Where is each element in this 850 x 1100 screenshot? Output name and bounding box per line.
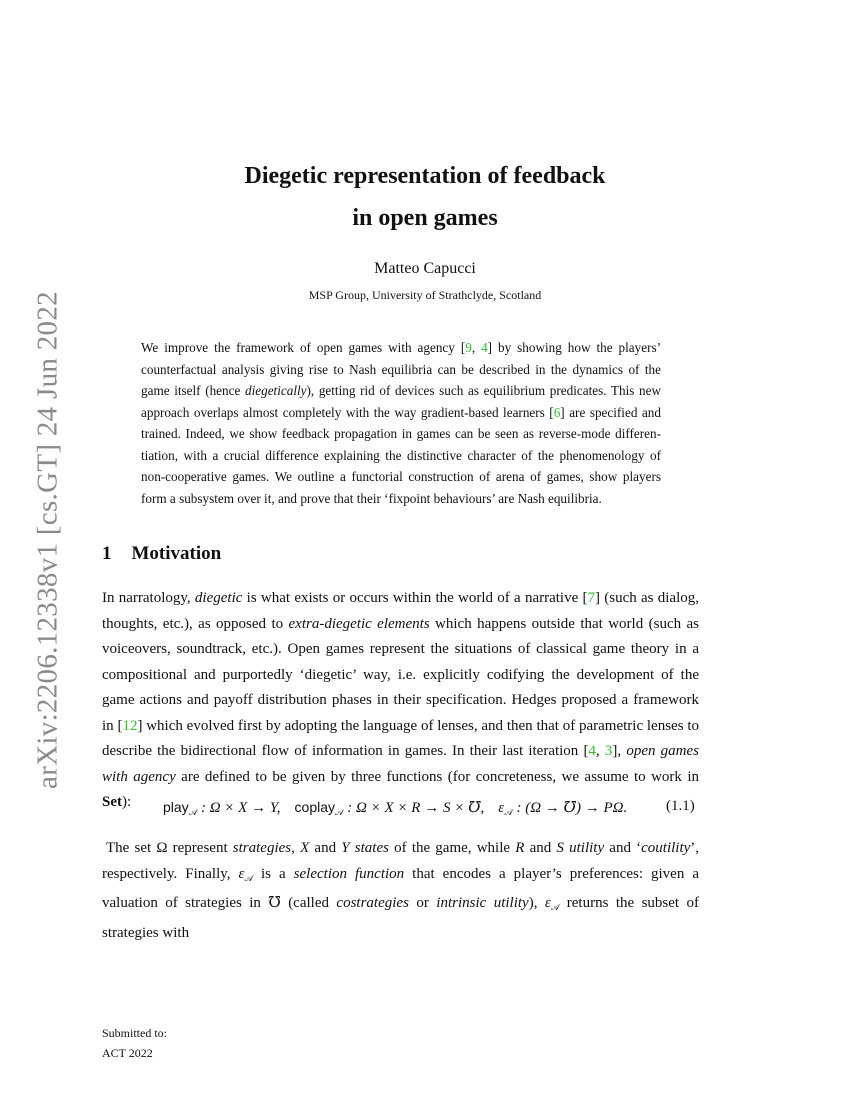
- eq-coplay-body: : Ω × X × R → S × ℧,: [343, 800, 485, 816]
- abstract: [141, 337, 661, 509]
- paragraph-text: ] which evolved first by adopting the language of lenses, and then that of parametric lenses to describe the bidirectional flow of information in games. In their last iteration [: [102, 717, 699, 759]
- paragraph-bold: Set: [102, 794, 122, 810]
- citation-link[interactable]: 4: [481, 340, 488, 355]
- abstract-text: ), getting rid of devices such as equilibrium predicates. This new approach overlaps almost completely with the way gradient-based learners [: [141, 383, 661, 420]
- paragraph-text: ,: [595, 743, 605, 759]
- citation-link[interactable]: 7: [587, 590, 596, 606]
- paragraph-emphasis: ε: [238, 865, 245, 882]
- paragraph-text: which happens outside that world (such as voiceovers, soundtrack, etc.). Open games represent the situations of classical game theory in a compositional and purportedly ‘diegetic’ way, i.e. explicitly codifying the development of the game actions and payoff distribution phases in their specification. Hedges proposed a framework in [: [102, 615, 699, 734]
- paragraph-emphasis: ε: [544, 895, 551, 911]
- paragraph-text: and ‘: [604, 840, 642, 856]
- paragraph-text: The set Ω represent: [106, 840, 233, 856]
- footer-line-1: Submitted to:: [102, 1026, 168, 1040]
- citation-link[interactable]: 3: [604, 743, 613, 759]
- abstract-emphasis: diegetically: [244, 383, 307, 398]
- paragraph-emphasis: coutility: [641, 840, 691, 856]
- author-name: Matteo Capucci: [374, 260, 476, 277]
- citation-link[interactable]: 6: [553, 404, 561, 420]
- abstract-text: We improve the framework of open games with agency [: [141, 340, 466, 355]
- citation-link[interactable]: 9: [465, 340, 472, 355]
- paragraph-text: is a: [252, 865, 294, 882]
- paragraph-text: In narratology,: [102, 590, 195, 606]
- paragraph-text: ),: [528, 895, 545, 911]
- section-number: 1: [102, 543, 112, 564]
- paragraph-emphasis: open games with agency: [102, 743, 699, 785]
- paragraph-text: and: [309, 840, 342, 856]
- paragraph-subscript: 𝒜: [550, 902, 560, 912]
- paragraph-emphasis: costrategies: [336, 895, 409, 911]
- paper-title: [0, 155, 850, 239]
- eq-play-label: play: [163, 799, 189, 815]
- paragraph-emphasis: utility: [569, 840, 605, 856]
- paragraph-text: are defined to be given by three functions (for concreteness, we assume to work in: [175, 768, 699, 785]
- paragraph-subscript: 𝒜: [244, 872, 253, 883]
- arxiv-stamp: [28, 291, 68, 789]
- eq-subscript: 𝒜: [504, 807, 513, 817]
- eq-coplay-label: coplay: [294, 799, 336, 815]
- section-title: Motivation: [131, 543, 222, 564]
- paragraph-text: ,: [291, 840, 301, 856]
- eq-epsilon: ε: [498, 800, 505, 816]
- paragraph-emphasis: R: [515, 840, 525, 856]
- submission-footer: [102, 1023, 167, 1063]
- citation-link[interactable]: 12: [122, 717, 138, 734]
- paragraph-emphasis: extra-diegetic elements: [288, 615, 430, 632]
- footer-line-2: ACT 2022: [102, 1046, 153, 1060]
- abstract-text: ,: [471, 340, 482, 355]
- paragraph-text: of the game, while: [388, 840, 516, 856]
- paragraph-text: or: [408, 895, 437, 911]
- paragraph-emphasis: diegetic: [194, 590, 243, 606]
- eq-subscript: 𝒜: [188, 807, 198, 817]
- paragraph-emphasis: strategies: [232, 840, 292, 856]
- title-line-1: Diegetic representation of feedback: [244, 163, 606, 189]
- paragraph-emphasis: S: [556, 840, 564, 856]
- citation-link[interactable]: 4: [588, 743, 596, 759]
- paragraph-text: is what exists or occurs within the world of a narrative [: [242, 590, 588, 606]
- eq-epsilon-body: : (Ω → ℧) → PΩ.: [512, 800, 628, 816]
- paragraph-emphasis: X: [300, 840, 310, 856]
- paragraph-emphasis: intrinsic utility: [436, 895, 529, 911]
- eq-subscript: 𝒜: [335, 807, 344, 817]
- paragraph-text: and: [524, 840, 557, 856]
- paragraph-emphasis: states: [354, 840, 389, 856]
- equation-number: (1.1): [666, 798, 695, 814]
- paragraph-emphasis: selection function: [293, 865, 405, 882]
- paragraph-text: that encodes a player’s preferences: given a valuation of strategies in ℧ (called: [102, 865, 699, 911]
- eq-play-body: : Ω × X → Y,: [197, 800, 281, 816]
- paragraph-text: returns the subset of strategies with: [102, 895, 700, 941]
- paragraph-emphasis: Y: [341, 840, 350, 856]
- paragraph-text: ],: [612, 743, 627, 759]
- body-paragraph-1: [102, 586, 699, 816]
- arxiv-stamp-text: arXiv:2206.12338v1 [cs.GT] 24 Jun 2022: [31, 291, 64, 789]
- author-affiliation: MSP Group, University of Strathclyde, Scotland: [308, 288, 542, 302]
- body-paragraph-2: [102, 836, 699, 946]
- equation-1-1: [163, 798, 627, 818]
- abstract-text: ] by showing how the players’ counterfactual analysis giving rise to Nash equilibria can be described in the dynamics of the game itself (hence: [141, 340, 661, 398]
- paragraph-text: ’, respectively. Finally,: [102, 840, 700, 882]
- paragraph-text: ] (such as dialog, thoughts, etc.), as opposed to: [102, 590, 699, 632]
- abstract-text: ] are specified and trained. Indeed, we show feedback propagation in games can be seen as reverse-mode differentiation, with a crucial difference explaining the distinctive character of the phenomenology of non-cooperative games. We outline a functorial construction of arena of games, show players form a subsystem over it, and prove that their ‘fixpoint behaviours’ are Nash equilibria.: [141, 404, 661, 506]
- title-line-2: in open games: [352, 205, 498, 231]
- paragraph-text: ):: [122, 794, 132, 810]
- section-heading: [102, 543, 221, 565]
